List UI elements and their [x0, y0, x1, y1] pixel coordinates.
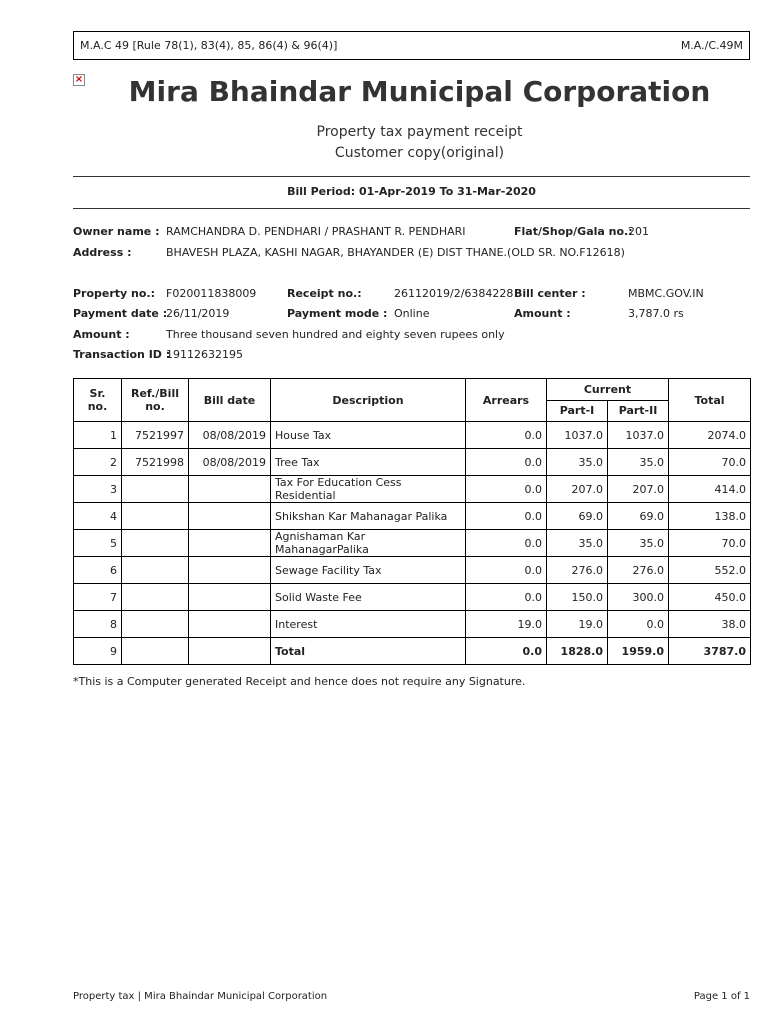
cell-arrears: 0.0 [466, 449, 547, 476]
cell-part1: 19.0 [547, 611, 608, 638]
cell-part2: 0.0 [608, 611, 669, 638]
cell-total: 70.0 [669, 530, 751, 557]
flat-label: Flat/Shop/Gala no.: [514, 225, 633, 238]
cell-desc: Agnishaman Kar MahanagarPalika [271, 530, 466, 557]
cell-desc: Sewage Facility Tax [271, 557, 466, 584]
cell-ref [122, 476, 189, 503]
cell-part2: 35.0 [608, 530, 669, 557]
receipt-no-label: Receipt no.: [287, 287, 362, 300]
col-header-arrears: Arrears [466, 379, 547, 422]
cell-part1: 276.0 [547, 557, 608, 584]
cell-arrears: 0.0 [466, 584, 547, 611]
amount-value: 3,787.0 rs [628, 307, 684, 320]
amount-words-value: Three thousand seven hundred and eighty seven rupees only [166, 328, 505, 341]
transaction-id-label: Transaction ID : [73, 348, 171, 361]
cell-total: 138.0 [669, 503, 751, 530]
cell-part2: 35.0 [608, 449, 669, 476]
cell-ref [122, 584, 189, 611]
property-no-label: Property no.: [73, 287, 156, 300]
cell-desc: Interest [271, 611, 466, 638]
amount-words-label: Amount : [73, 328, 130, 341]
footer-left: Property tax | Mira Bhaindar Municipal Corporation [73, 991, 328, 1002]
cell-desc: Solid Waste Fee [271, 584, 466, 611]
property-no-value: F020011838009 [166, 287, 257, 300]
footer-page-number: Page 1 of 1 [693, 991, 750, 1002]
cell-date [189, 530, 271, 557]
divider-bottom [73, 208, 750, 209]
divider-top [73, 176, 750, 177]
cell-date [189, 557, 271, 584]
cell-arrears: 0.0 [466, 422, 547, 449]
cell-total: 414.0 [669, 476, 751, 503]
cell-arrears: 0.0 [466, 503, 547, 530]
computer-generated-note: *This is a Computer generated Receipt and hence does not require any Signature. [73, 675, 526, 688]
receipt-subtitle: Property tax payment receipt [316, 124, 523, 140]
address-value: BHAVESH PLAZA, KASHI NAGAR, BHAYANDER (E) DIST THANE.(OLD SR. NO.F12618) [166, 246, 625, 259]
cell-part2: 300.0 [608, 584, 669, 611]
cell-desc: House Tax [271, 422, 466, 449]
cell-ref [122, 638, 189, 665]
cell-ref [122, 530, 189, 557]
payment-date-value: 26/11/2019 [166, 307, 230, 320]
payment-date-label: Payment date : [73, 307, 168, 320]
payment-mode-value: Online [394, 307, 430, 320]
form-rule-reference: M.A.C 49 [Rule 78(1), 83(4), 85, 86(4) & 96(4)] [80, 39, 338, 52]
cell-arrears: 0.0 [466, 476, 547, 503]
table-row [74, 503, 751, 530]
cell-total: 450.0 [669, 584, 751, 611]
tax-items-table [73, 378, 751, 665]
cell-part1: 1828.0 [547, 638, 608, 665]
cell-total: 70.0 [669, 449, 751, 476]
col-header-description: Description [271, 379, 466, 422]
receipt-no-value: 26112019/2/6384228 [394, 287, 514, 300]
col-header-current: Current [547, 379, 669, 401]
cell-total: 38.0 [669, 611, 751, 638]
cell-date [189, 503, 271, 530]
cell-arrears: 0.0 [466, 557, 547, 584]
cell-part1: 150.0 [547, 584, 608, 611]
cell-sr: 4 [74, 503, 122, 530]
cell-arrears: 0.0 [466, 530, 547, 557]
cell-part1: 35.0 [547, 449, 608, 476]
transaction-id-value: 19112632195 [166, 348, 243, 361]
cell-sr: 9 [74, 638, 122, 665]
page-title: Mira Bhaindar Municipal Corporation [128, 75, 711, 108]
cell-sr: 2 [74, 449, 122, 476]
form-header-box [73, 31, 750, 60]
cell-total: 2074.0 [669, 422, 751, 449]
owner-name-value: RAMCHANDRA D. PENDHARI / PRASHANT R. PENDHARI [166, 225, 466, 238]
cell-ref: 7521997 [122, 422, 189, 449]
table-row [74, 476, 751, 503]
cell-part1: 207.0 [547, 476, 608, 503]
col-header-date: Bill date [189, 379, 271, 422]
cell-part1: 1037.0 [547, 422, 608, 449]
cell-ref: 7521998 [122, 449, 189, 476]
cell-sr: 1 [74, 422, 122, 449]
table-row [74, 530, 751, 557]
cell-ref [122, 503, 189, 530]
cell-part2: 1959.0 [608, 638, 669, 665]
cell-desc: Shikshan Kar Mahanagar Palika [271, 503, 466, 530]
cell-part1: 35.0 [547, 530, 608, 557]
table-row [74, 422, 751, 449]
broken-image-icon: × [74, 74, 84, 85]
cell-desc: Total [271, 638, 466, 665]
cell-date [189, 584, 271, 611]
cell-date: 08/08/2019 [189, 422, 271, 449]
bill-center-label: Bill center : [514, 287, 586, 300]
cell-date [189, 638, 271, 665]
cell-date [189, 611, 271, 638]
cell-sr: 3 [74, 476, 122, 503]
bill-period: Bill Period: 01-Apr-2019 To 31-Mar-2020 [287, 185, 536, 198]
cell-part2: 276.0 [608, 557, 669, 584]
cell-part1: 69.0 [547, 503, 608, 530]
copy-type: Customer copy(original) [334, 145, 505, 161]
owner-name-label: Owner name : [73, 225, 160, 238]
cell-part2: 207.0 [608, 476, 669, 503]
cell-ref [122, 557, 189, 584]
amount-label: Amount : [514, 307, 571, 320]
cell-arrears: 0.0 [466, 638, 547, 665]
col-header-ref: Ref./Bill no. [122, 379, 189, 422]
cell-ref [122, 611, 189, 638]
cell-arrears: 19.0 [466, 611, 547, 638]
cell-total: 3787.0 [669, 638, 751, 665]
table-row [74, 557, 751, 584]
cell-sr: 8 [74, 611, 122, 638]
cell-sr: 7 [74, 584, 122, 611]
col-header-total: Total [669, 379, 751, 422]
cell-part2: 69.0 [608, 503, 669, 530]
cell-date: 08/08/2019 [189, 449, 271, 476]
cell-date [189, 476, 271, 503]
col-header-sr: Sr. no. [74, 379, 122, 422]
cell-sr: 5 [74, 530, 122, 557]
cell-desc: Tree Tax [271, 449, 466, 476]
bill-center-value: MBMC.GOV.IN [628, 287, 704, 300]
table-row [74, 449, 751, 476]
col-header-part1: Part-I [547, 400, 608, 422]
cell-sr: 6 [74, 557, 122, 584]
form-code: M.A./C.49M [680, 39, 743, 52]
flat-value: 201 [628, 225, 649, 238]
table-total-row [74, 638, 751, 665]
payment-mode-label: Payment mode : [287, 307, 388, 320]
cell-part2: 1037.0 [608, 422, 669, 449]
table-row [74, 611, 751, 638]
col-header-part2: Part-II [608, 400, 669, 422]
table-row [74, 584, 751, 611]
cell-desc: Tax For Education Cess Residential [271, 476, 466, 503]
address-label: Address : [73, 246, 132, 259]
cell-total: 552.0 [669, 557, 751, 584]
